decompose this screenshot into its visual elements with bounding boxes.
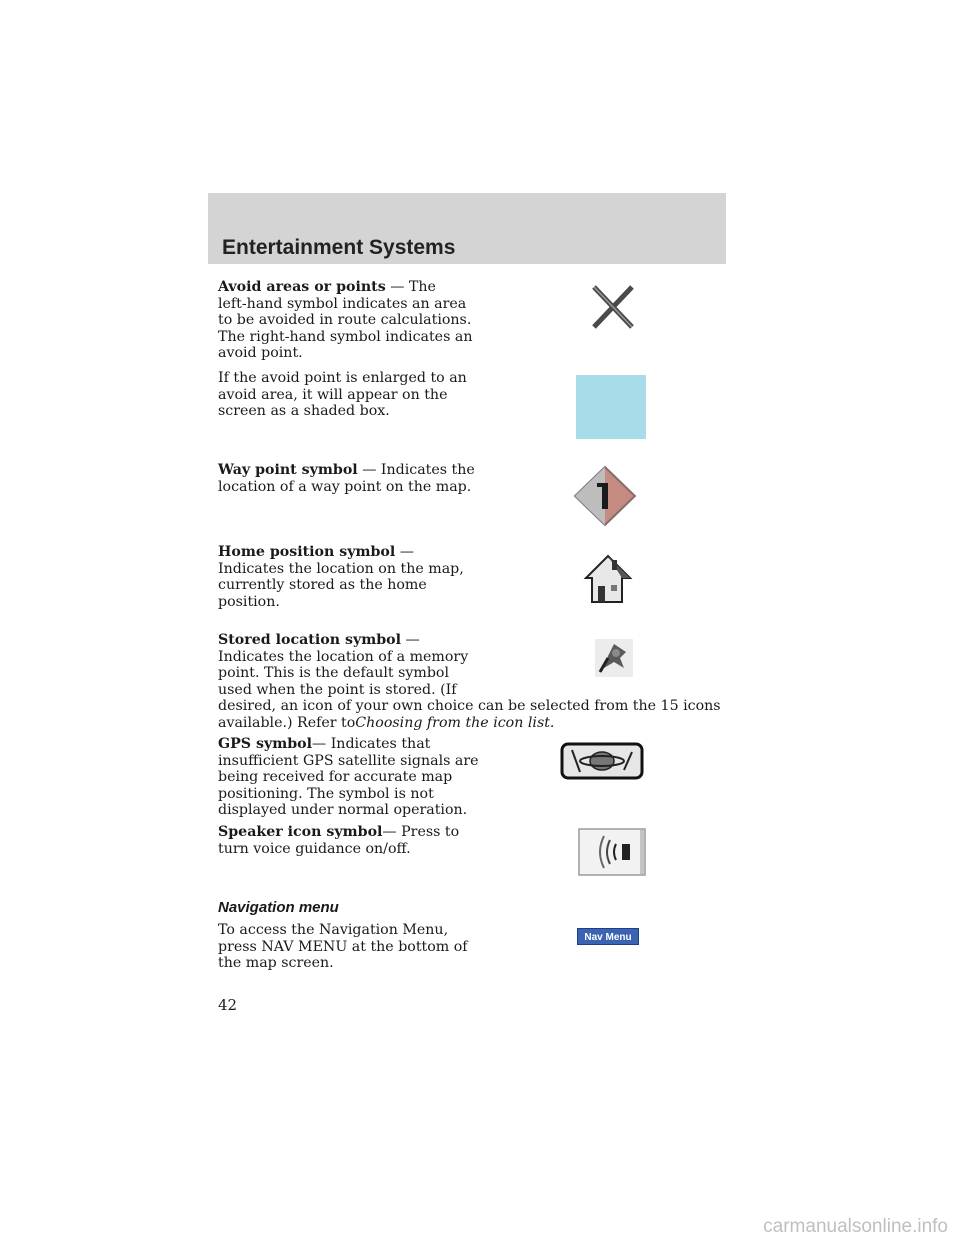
section-title: Entertainment Systems <box>222 236 456 259</box>
watermark: carmanualsonline.info <box>763 1216 948 1237</box>
waypoint-term: Way point symbol <box>218 462 358 478</box>
speaker-paragraph: Speaker icon symbol— Press to turn voice guidance on/off. <box>218 824 460 857</box>
stored-paragraph: Stored location symbol — Indicates the location of a memory point. This is the default symbol used when the point is stored. (If desired, an icon of your own choice can be selected from the 15 icons available.) Refer toChoosing from the icon list. <box>218 632 721 731</box>
icon-list-reference: Choosing from the icon list. <box>355 714 555 731</box>
speaker-icon[interactable] <box>578 828 646 876</box>
gps-term: GPS symbol <box>218 736 312 752</box>
gps-paragraph: GPS symbol— Indicates that insufficient GPS satellite signals are being received for accurate map positioning. The symbol is not displayed under normal operation. <box>218 736 479 819</box>
home-paragraph: Home position symbol — Indicates the location on the map, currently stored as the home position. <box>218 544 464 610</box>
avoid-term: Avoid areas or points <box>218 279 386 295</box>
page-number: 42 <box>218 996 238 1014</box>
avoid-point-x-icon <box>588 283 638 331</box>
way-point-diamond-icon <box>573 465 637 527</box>
waypoint-paragraph: Way point symbol — Indicates the location of a way point on the map. <box>218 462 475 495</box>
avoid-area-paragraph: If the avoid point is enlarged to an avoid area, it will appear on the screen as a shaded box. <box>218 370 467 420</box>
header-band <box>208 193 726 264</box>
navigation-menu-paragraph: To access the Navigation Menu, press NAV MENU at the bottom of the map screen. <box>218 922 468 972</box>
home-term: Home position symbol <box>218 544 396 560</box>
navigation-menu-heading: Navigation menu <box>218 899 339 916</box>
stored-term: Stored location symbol <box>218 632 401 648</box>
speaker-term: Speaker icon symbol <box>218 824 383 840</box>
gps-satellite-icon <box>560 742 644 780</box>
stored-location-pushpin-icon <box>594 638 634 678</box>
home-house-icon <box>578 552 636 606</box>
nav-menu-button[interactable]: Nav Menu <box>577 928 639 945</box>
avoid-paragraph: Avoid areas or points — The left-hand symbol indicates an area to be avoided in route calculations. The right-hand symbol indicates an avoid point. <box>218 279 473 362</box>
avoid-area-shaded-box <box>576 375 646 439</box>
